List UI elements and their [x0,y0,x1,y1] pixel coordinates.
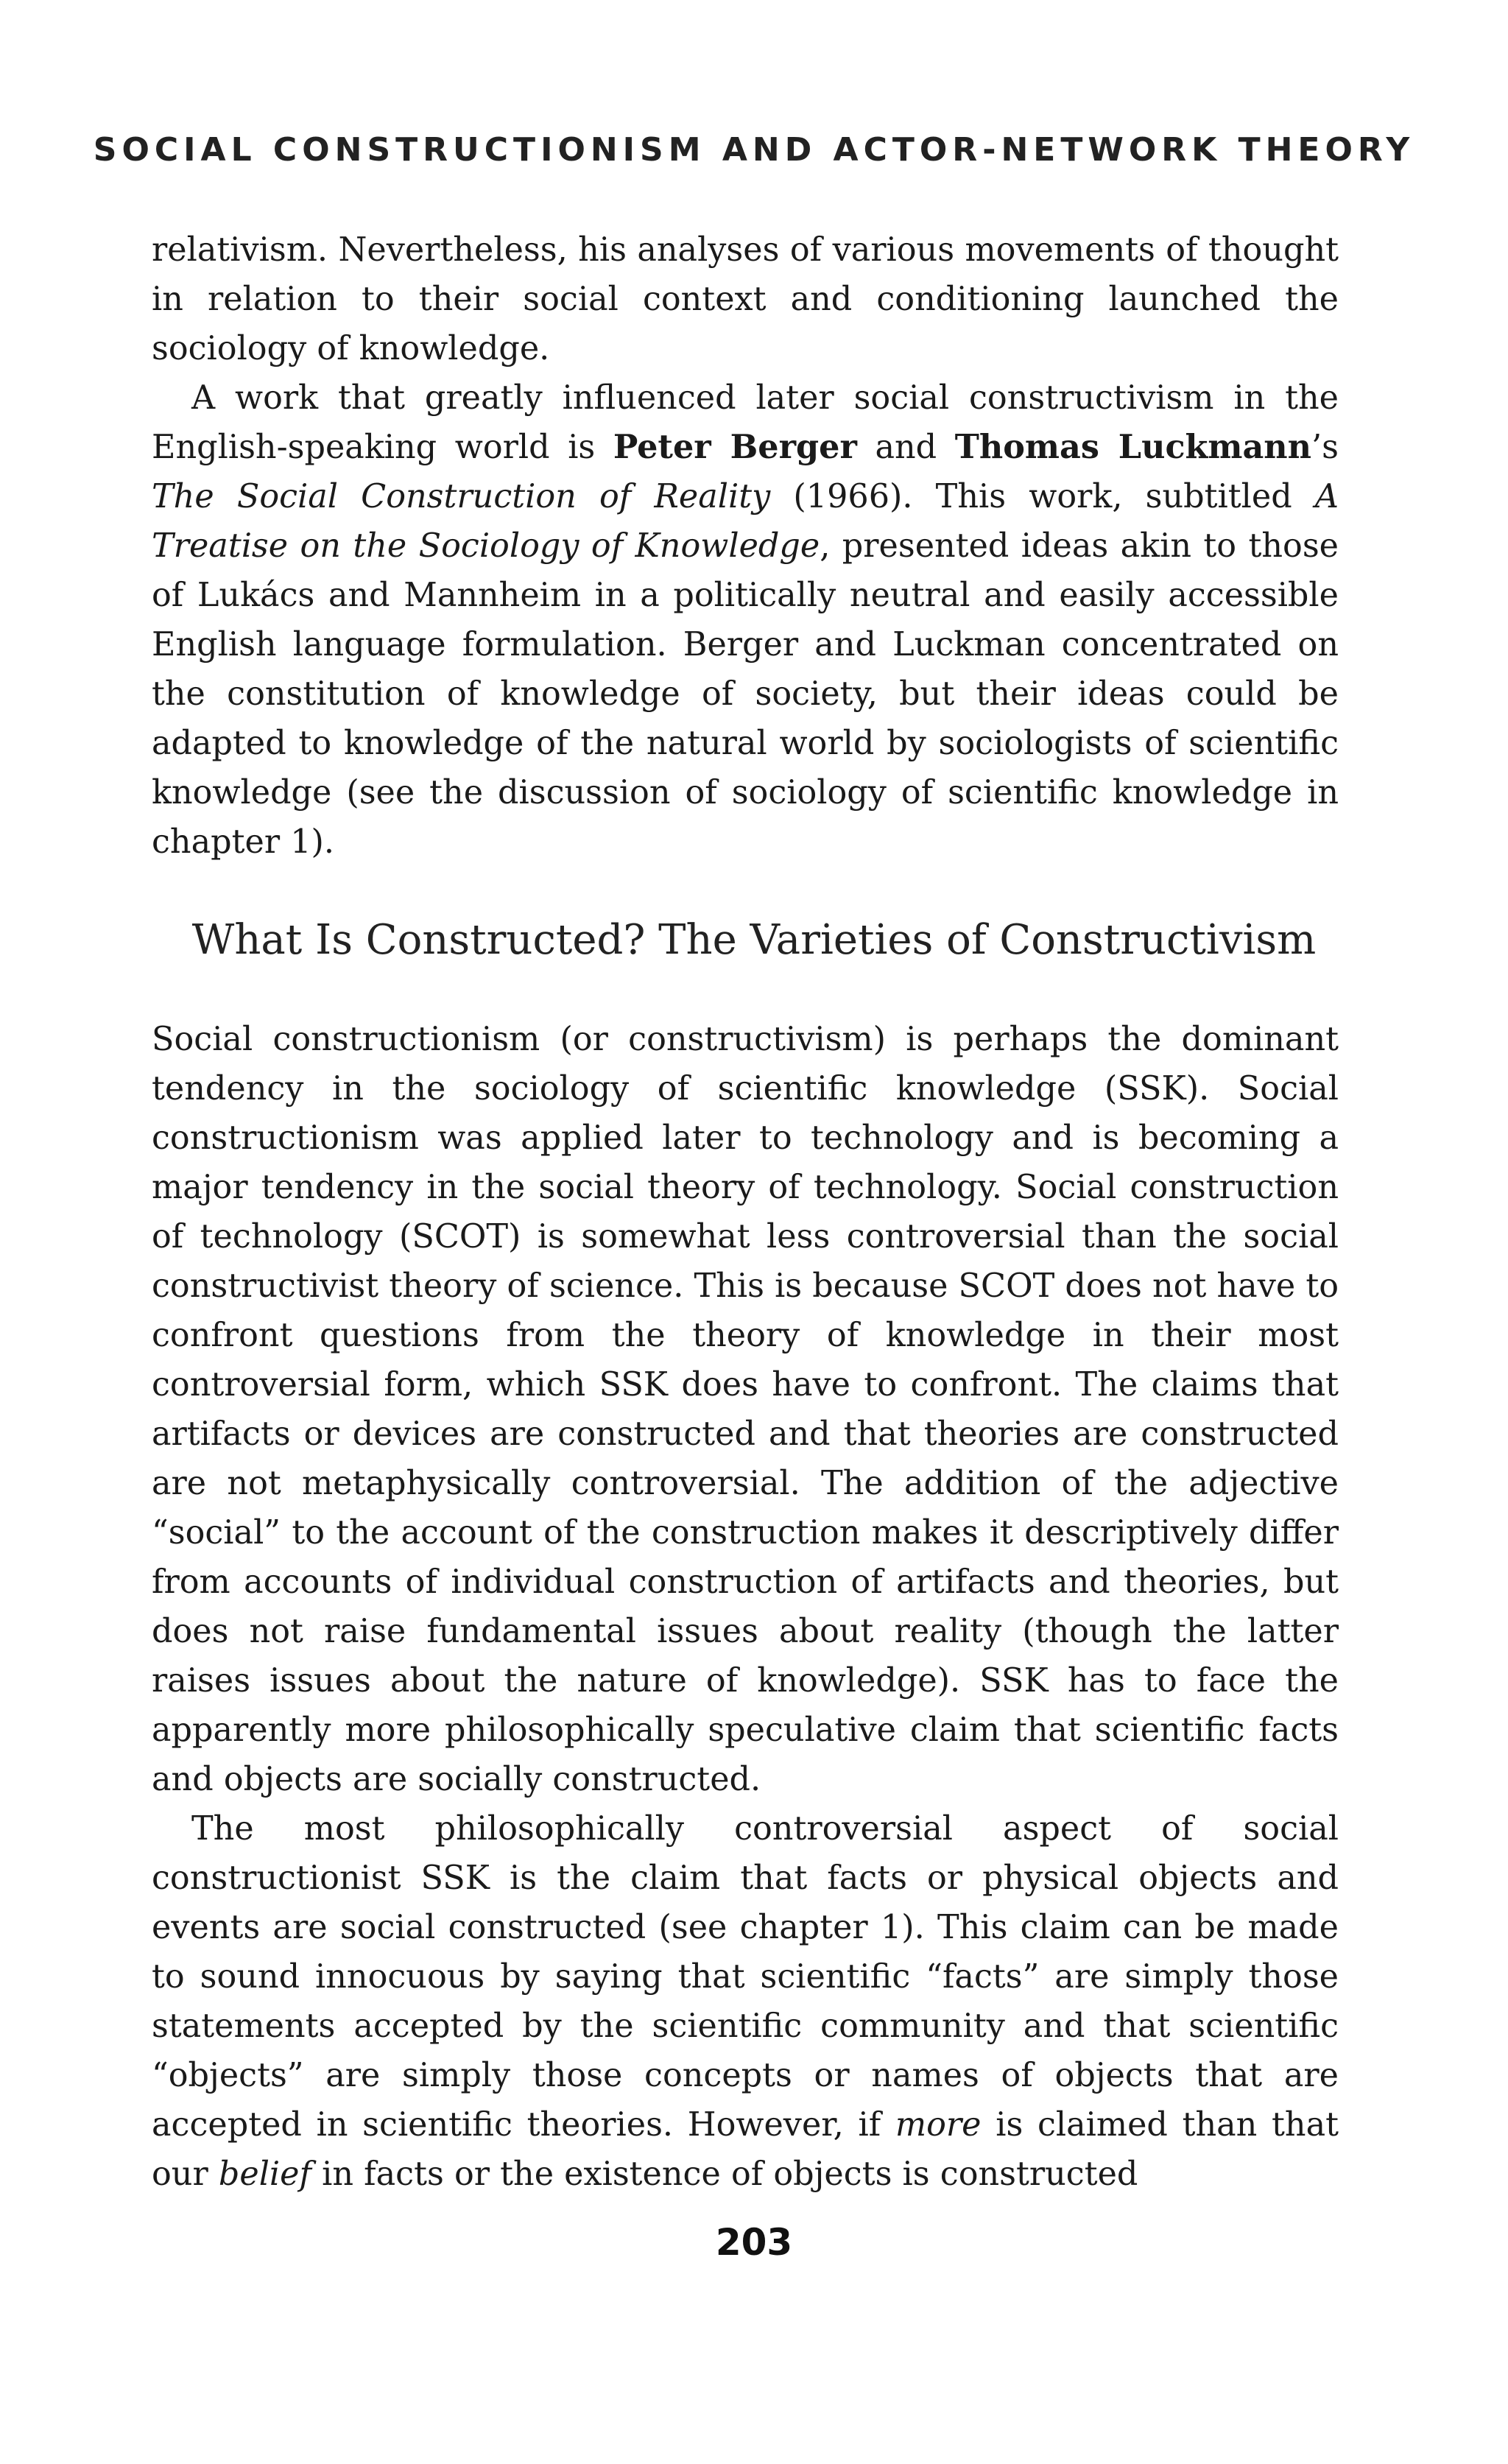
section-heading: What Is Constructed? The Varieties of Constructivism [191,916,1317,964]
paragraph-4 [152,1804,1339,2199]
paragraph-1: relativism. Nevertheless, his analyses of various movements of thought in relation to their social context and conditioning launched the sociology of knowledge. [152,231,1339,367]
running-head: SOCIAL CONSTRUCTIONISM AND ACTOR-NETWORK THEORY [93,131,1415,169]
p2-text-5: , presented ideas akin to those of Lukács and Mannheim in a politically neutral and easily accessible English language formulation. Berger and Luckman concentrated on the constitution of knowledge of society, but their ideas could be adapted to knowledge of the natural world by sociologists of scientific knowledge (see the discussion of sociology of scientific knowledge in chapter 1). [152,527,1339,861]
book-subtitle: A Treatise on the Sociology of Knowledge [152,478,1339,565]
book-title: The Social Construction of Reality [152,478,771,515]
p2-text-3: ’s [1311,429,1339,466]
p4-text-2: is claimed than that our [152,2106,1339,2193]
p2-text-2: and [856,429,955,466]
emphasis-more: more [895,2106,982,2144]
text-block-bottom [152,1015,1339,2199]
author-name-luckmann: Thomas Luckmann [954,428,1311,466]
page-number: 203 [715,2221,793,2264]
p4-text-3: in facts or the existence of objects is constructed [311,2155,1138,2193]
author-name-berger: Peter Berger [613,428,857,466]
p2-text-4: (1966). This work, subtitled [770,478,1315,515]
paragraph-3: Social constructionism (or constructivism) is perhaps the dominant tendency in the sociology of scientific knowledge (SSK). Social constructionism was applied later to technology and is becoming a major tendency in the social theory of technology. Social construction of technology (SCOT) is somewhat less controversial than the social constructivist theory of science. This is because SCOT does not have to confront questions from the theory of knowledge in their most controversial form, which SSK does have to confront. The claims that artifacts or devices are constructed and that theories are constructed are not metaphysically controversial. The addition of the adjective “social” to the account of the construction makes it descriptively differ from accounts of individual construction of artifacts and theories, but does not raise fundamental issues about reality (though the latter raises issues about the nature of knowledge). SSK has to face the apparently more philosophically speculative claim that scientific facts and objects are socially constructed. [152,1021,1339,1798]
p2-text-1: A work that greatly influenced later social constructivism in the English-speaking world is [152,379,1339,466]
text-block-top [152,225,1339,867]
p4-text-1: The most philosophically controversial aspect of social constructionist SSK is the claim that facts or physical objects and events are social constructed (see chapter 1). This claim can be made to sound innocuous by saying that scientific “facts” are simply those statements accepted by the scientific community and that scientific “objects” are simply those concepts or names of objects that are accepted in scientific theories. However, if [152,1810,1339,2144]
paragraph-2 [152,373,1339,867]
emphasis-belief: belief [218,2155,311,2193]
